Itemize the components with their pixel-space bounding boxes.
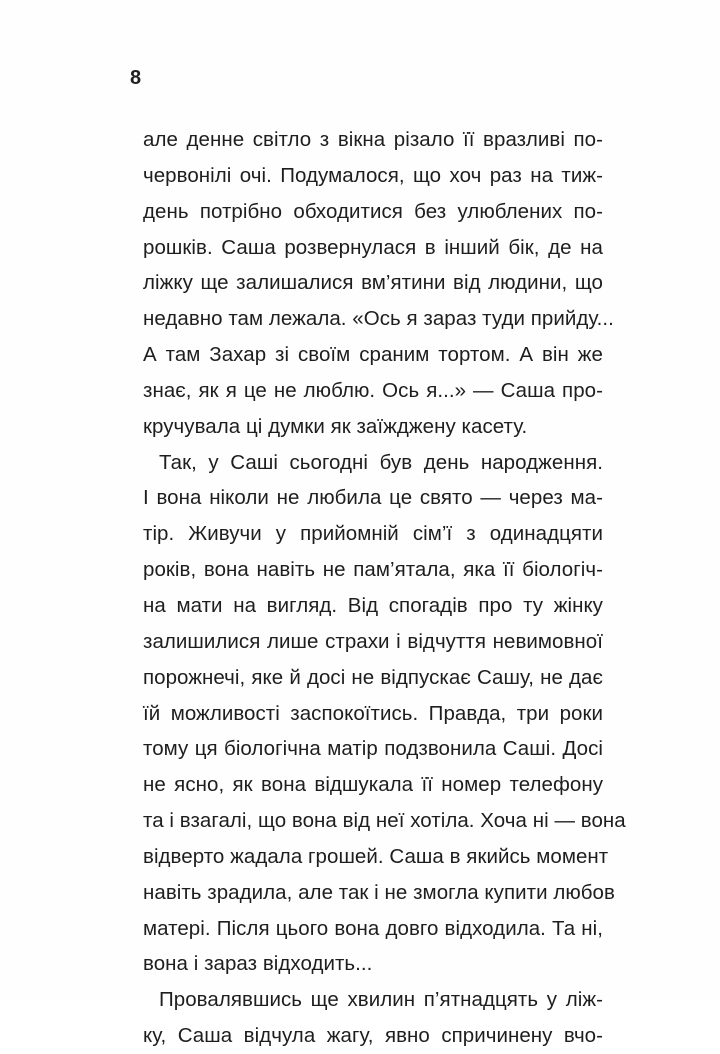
page-number: 8: [130, 67, 142, 89]
text-line: відверто жадала грошей. Саша в якийсь момент: [143, 844, 609, 868]
text-line: знає, як я це не люблю. Ось я...» — Саша про-: [143, 378, 603, 402]
text-line: ліжку ще залишалися вм’ятини від людини, що: [143, 271, 603, 295]
text-line: залишилися лише страхи і відчуття невимовної: [143, 629, 603, 653]
text-line: їй можливості заспокоїтись. Правда, три роки: [143, 701, 603, 725]
text-line: навіть зрадила, але так і не змогла купити любов: [143, 880, 615, 904]
text-line: матері. Після цього вона довго відходила. Та ні,: [143, 916, 603, 940]
text-line: тір. Живучи у прийомній сім’ї з одинадцяти: [143, 522, 603, 546]
text-line: та і взагалі, що вона від неї хотіла. Хоча ні — вона: [143, 809, 626, 833]
text-line: років, вона навіть не пам’ятала, яка її біологіч-: [143, 558, 603, 582]
text-line: вона і зараз відходить...: [143, 952, 373, 976]
text-line: на мати на вигляд. Від спогадів про ту жінку: [143, 593, 603, 617]
text-line: І вона ніколи не любила це свято — через ма-: [143, 486, 603, 510]
text-line: не ясно, як вона відшукала її номер телефону: [143, 773, 603, 797]
text-line: недавно там лежала. «Ось я зараз туди прийду...: [143, 307, 614, 331]
text-line: кручувала ці думки як заїжджену касету.: [143, 414, 528, 438]
paragraph-first-line: Провалявшись ще хвилин п’ятнадцять у ліж-: [159, 988, 603, 1012]
body-text: [143, 122, 626, 1054]
text-line: червонілі очі. Подумалося, що хоч раз на тиж-: [143, 163, 603, 187]
text-line: порожнечі, яке й досі не відпускає Сашу, не дає: [143, 665, 603, 689]
text-line: А там Захар зі своїм сраним тортом. А він же: [143, 343, 603, 367]
text-line: але денне світло з вікна різало її вразливі по-: [143, 128, 603, 151]
text-line: ку, Саша відчула жагу, явно спричинену вчо-: [143, 1024, 603, 1048]
paragraph-first-line: Так, у Саші сьогодні був день народження.: [159, 450, 603, 474]
text-line: тому ця біологічна матір подзвонила Саші. Досі: [143, 737, 603, 761]
text-line: рошків. Саша розвернулася в інший бік, де на: [143, 235, 603, 259]
text-line: день потрібно обходитися без улюблених по-: [143, 199, 603, 223]
